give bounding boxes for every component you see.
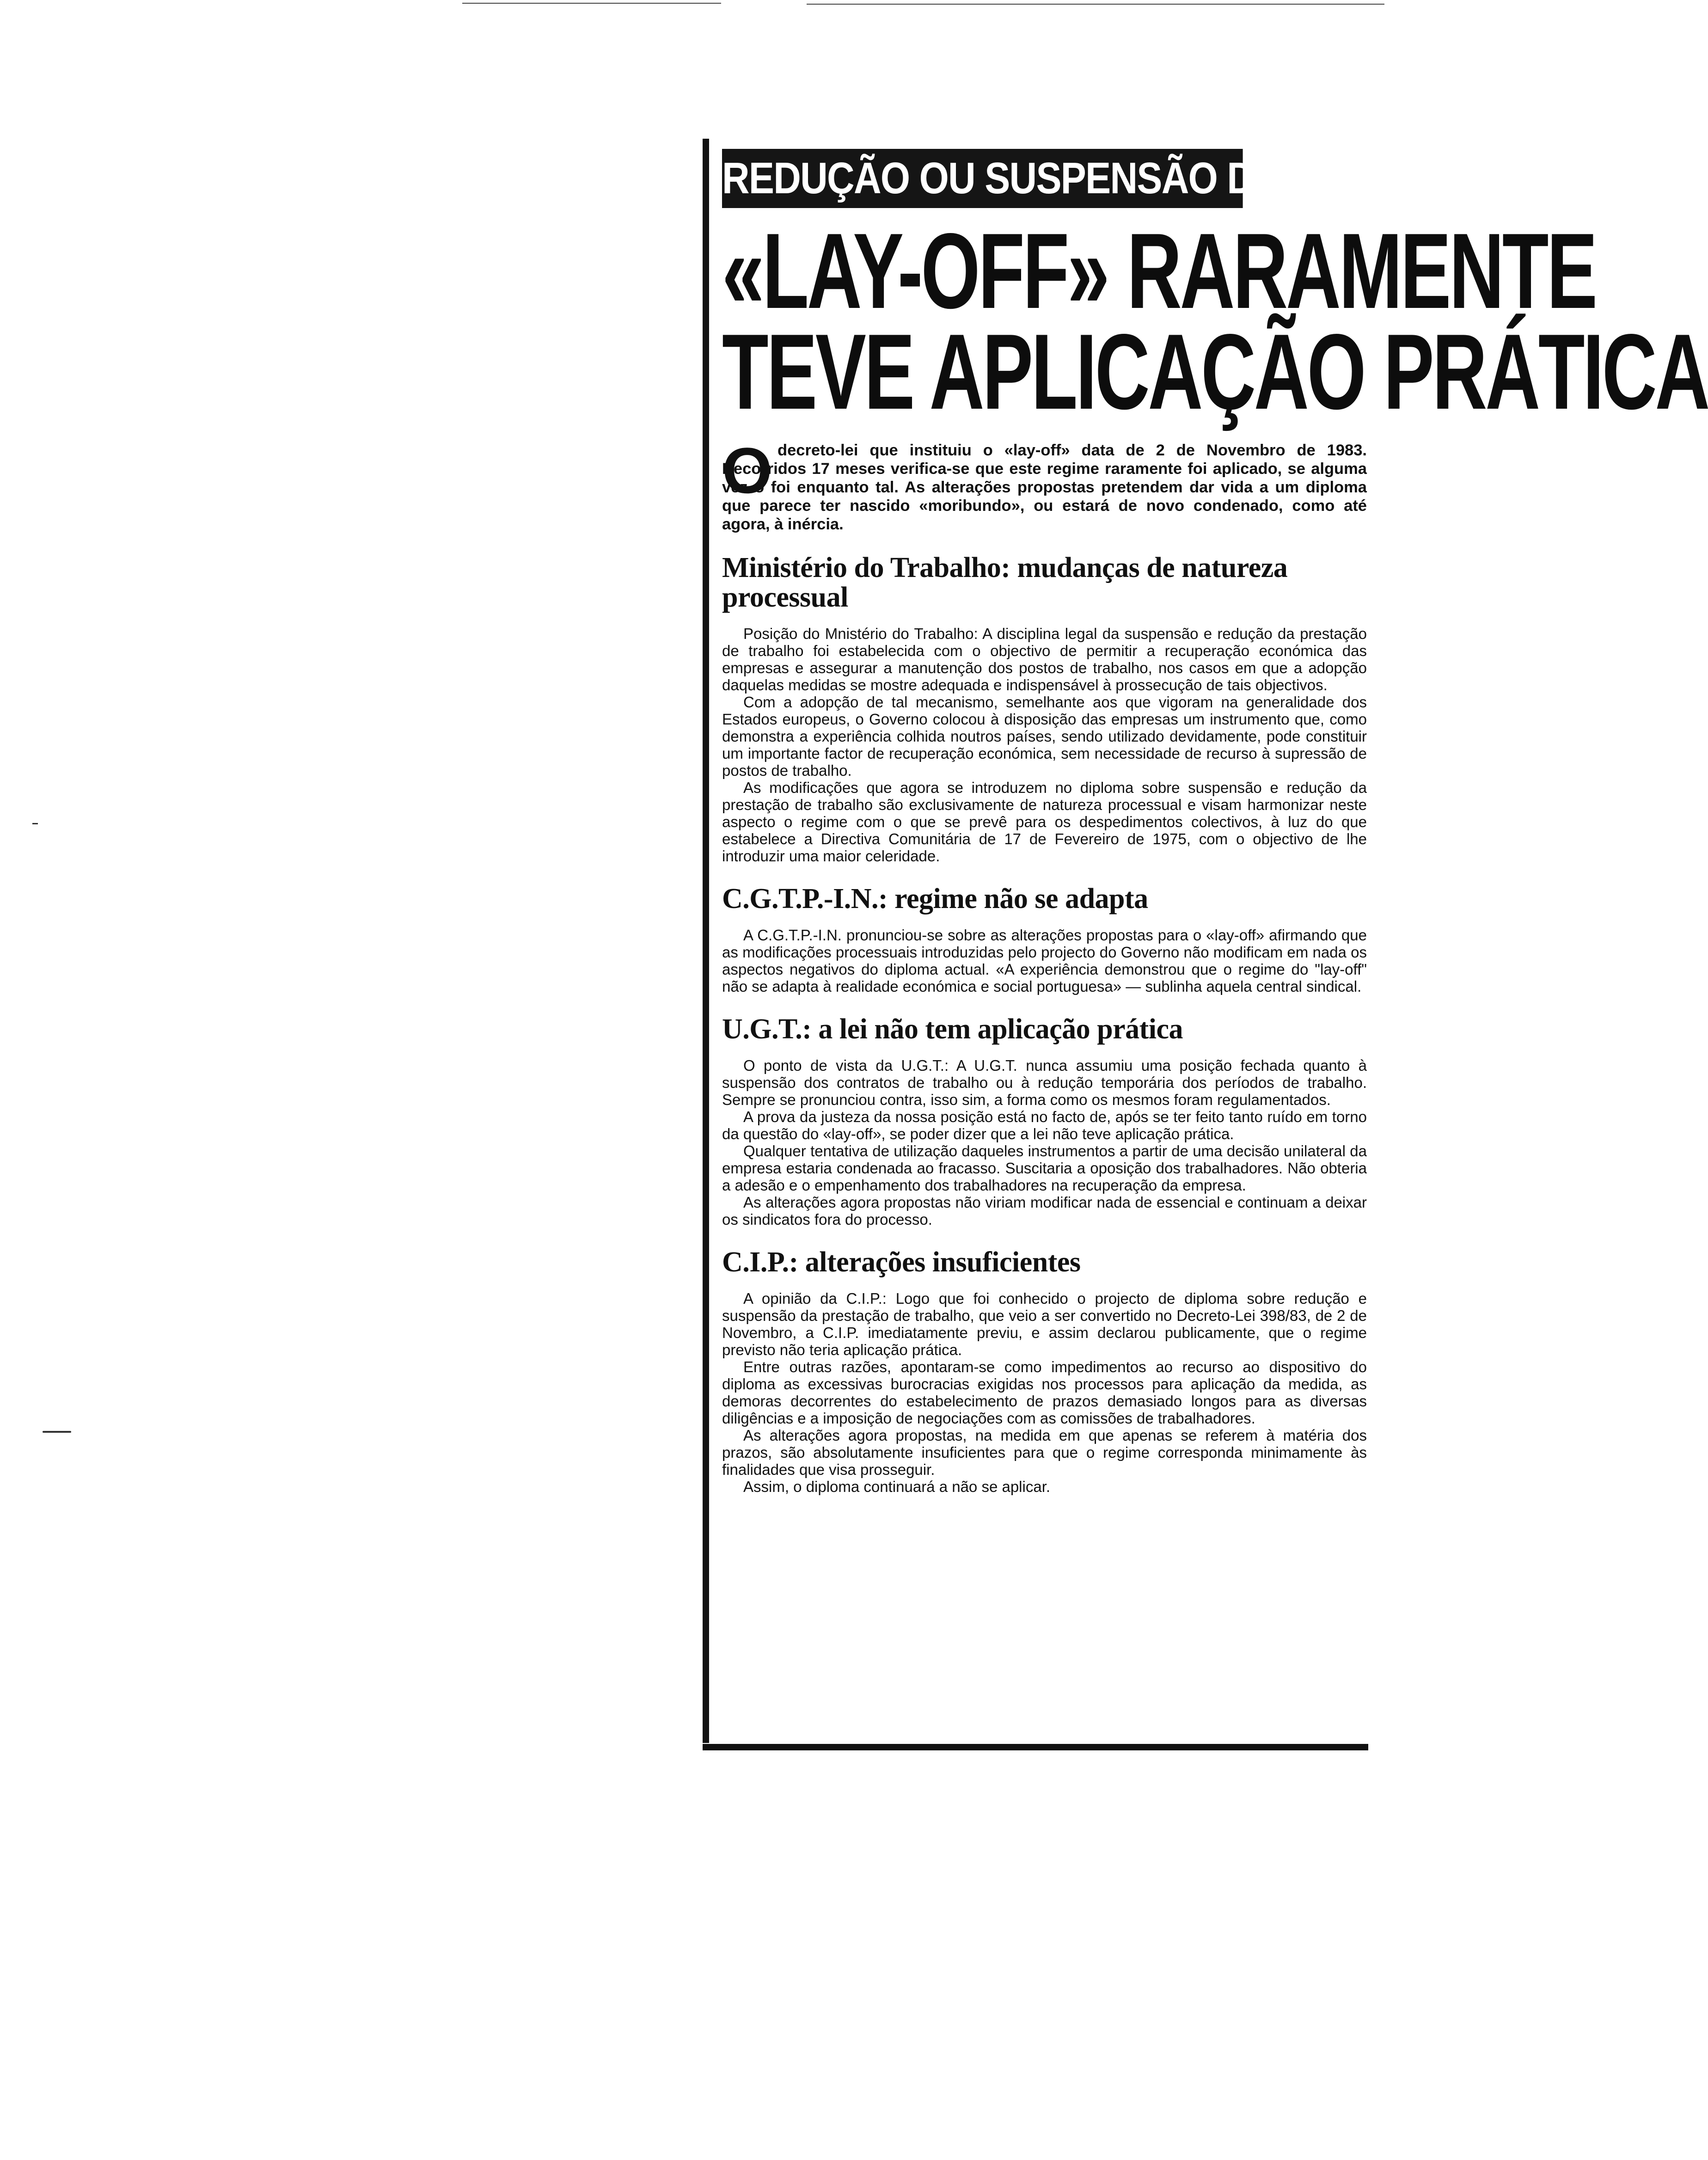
scan-edge-line-right: [807, 4, 1384, 5]
section-heading: C.G.T.P.-I.N.: regime não se adapta: [722, 883, 1148, 914]
section-heading: U.G.T.: a lei não tem aplicação prática: [722, 1013, 1183, 1045]
left-column-rule: [703, 139, 709, 1743]
paragraph: As modificações que agora se introduzem no diploma sobre suspensão e redução da prestação de trabalho são exclusivamente de natureza processual e visam harmonizar neste aspecto o regime com o que se prevê para os despedimentos colectivos, à luz do que estabelece a Directiva Comunitária de 17 de Fevereiro de 1975, com o objectivo de lhe introduzir uma maior celeridade.: [722, 779, 1367, 865]
paragraph: As alterações agora propostas não viriam modificar nada de essencial e continuam a deixar os sindicatos fora do processo.: [722, 1194, 1367, 1228]
headline: [722, 211, 1708, 432]
drop-cap: O: [722, 434, 772, 507]
paragraph: Qualquer tentativa de utilização daqueles instrumentos a partir de uma decisão unilateral da empresa estaria condenada ao fracasso. Suscitaria a oposição dos trabalhadores. Não obteria a adesão e o empenhamento dos trabalhadores na recuperação da empresa.: [722, 1142, 1367, 1194]
section-body: [722, 1057, 1367, 1228]
paragraph: A prova da justeza da nossa posição está no facto de, após se ter feito tanto ruído em torno da questão do «lay-off», se poder dizer que a lei não teve aplicação prática.: [722, 1108, 1367, 1142]
paragraph: A C.G.T.P.-I.N. pronunciou-se sobre as alterações propostas para o «lay-off» afirmando que as modificações processuais introduzidas pelo projecto do Governo não modificam em nada os aspectos negativos do diploma actual. «A experiência demonstrou que o regime do "lay-off" não se adapta à realidade económica e social portuguesa» — sublinha aquela central sindical.: [722, 927, 1367, 995]
section-body: [722, 625, 1367, 865]
paragraph: O ponto de vista da U.G.T.: A U.G.T. nunca assumiu uma posição fechada quanto à suspensão dos contratos de trabalho ou à redução temporária dos períodos de trabalho. Sempre se pronunciou contra, isso sim, a forma como os mesmos foram regulamentados.: [722, 1057, 1367, 1108]
section-ugt: [722, 1014, 1367, 1228]
paragraph: Assim, o diploma continuará a não se aplicar.: [743, 1478, 1051, 1495]
scan-edge-line-left: [462, 3, 721, 4]
paragraph: Posição do Mnistério do Trabalho: A disciplina legal da suspensão e redução da prestação de trabalho foi estabelecida com o objectivo de permitir a recuperação económica das empresas e assegurar a manutenção dos postos de trabalho, nos casos em que a adopção daquelas medidas se mostre adequada e indispensável à prossecução de tais objectivos.: [722, 625, 1367, 693]
section-cip: [722, 1247, 1367, 1495]
lead-block: [722, 434, 1367, 534]
section-ministerio: [722, 553, 1367, 865]
article: [722, 139, 1708, 1495]
headline-line-1: «LAY-OFF» RARAMENTE: [722, 211, 1596, 331]
paragraph: Com a adopção de tal mecanismo, semelhante aos que vigoram na generalidade dos Estados europeus, o Governo colocou à disposição das empresas um instrumento que, como demonstra a experiência colhida noutros países, sendo utilizado devidamente, pode constituir um importante factor de recuperação económica, sem necessidade de recurso à supressão de postos de trabalho.: [722, 693, 1367, 779]
lead-paragraph: decreto-lei que instituiu o «lay-off» data de 2 de Novembro de 1983. Decorridos 17 meses verifica-se que este regime raramente foi aplicado, se alguma vez o foi enquanto tal. As alterações propostas pretendem dar vida a um diploma que parece ter nascido «moribundo», ou estará de novo condenado, como até agora, à inércia.: [722, 442, 1367, 533]
paragraph: Entre outras razões, apontaram-se como impedimentos ao recurso ao dispositivo do diploma as excessivas burocracias exigidas nos processos para aplicação da medida, as demoras decorrentes do estabelecimento de prazos demasiado longos para as diversas diligências e a imposição de negociações com as comissões de trabalhadores.: [722, 1358, 1367, 1427]
section-cgtp: [722, 884, 1367, 995]
section-heading: C.I.P.: alterações insuficientes: [722, 1246, 1081, 1278]
kicker-banner: REDUÇÃO OU SUSPENSÃO DO TRABALHO: [722, 149, 1243, 208]
paragraph: A opinião da C.I.P.: Logo que foi conhecido o projecto de diploma sobre redução e suspensão da prestação de trabalho, que veio a ser convertido no Decreto-Lei 398/83, de 2 de Novembro, a C.I.P. imediatamente previu, e assim declarou publicamente, que o regime previsto não teria aplicação prática.: [722, 1290, 1367, 1358]
section-heading: Ministério do Trabalho: mudanças de natureza processual: [722, 552, 1288, 613]
newspaper-clipping: [703, 139, 1708, 1759]
scan-mark-dash: [32, 823, 38, 824]
paragraph: As alterações agora propostas, na medida em que apenas se referem à matéria dos prazos, são absolutamente insuficientes para que o regime corresponda minimamente às finalidades que visa prosseguir.: [722, 1427, 1367, 1478]
headline-line-2: TEVE APLICAÇÃO PRÁTICA: [722, 312, 1708, 432]
section-body: [722, 927, 1367, 995]
scan-mark-curve: [43, 1431, 71, 1433]
bottom-rule: [703, 1744, 1368, 1750]
section-body: [722, 1290, 1367, 1495]
